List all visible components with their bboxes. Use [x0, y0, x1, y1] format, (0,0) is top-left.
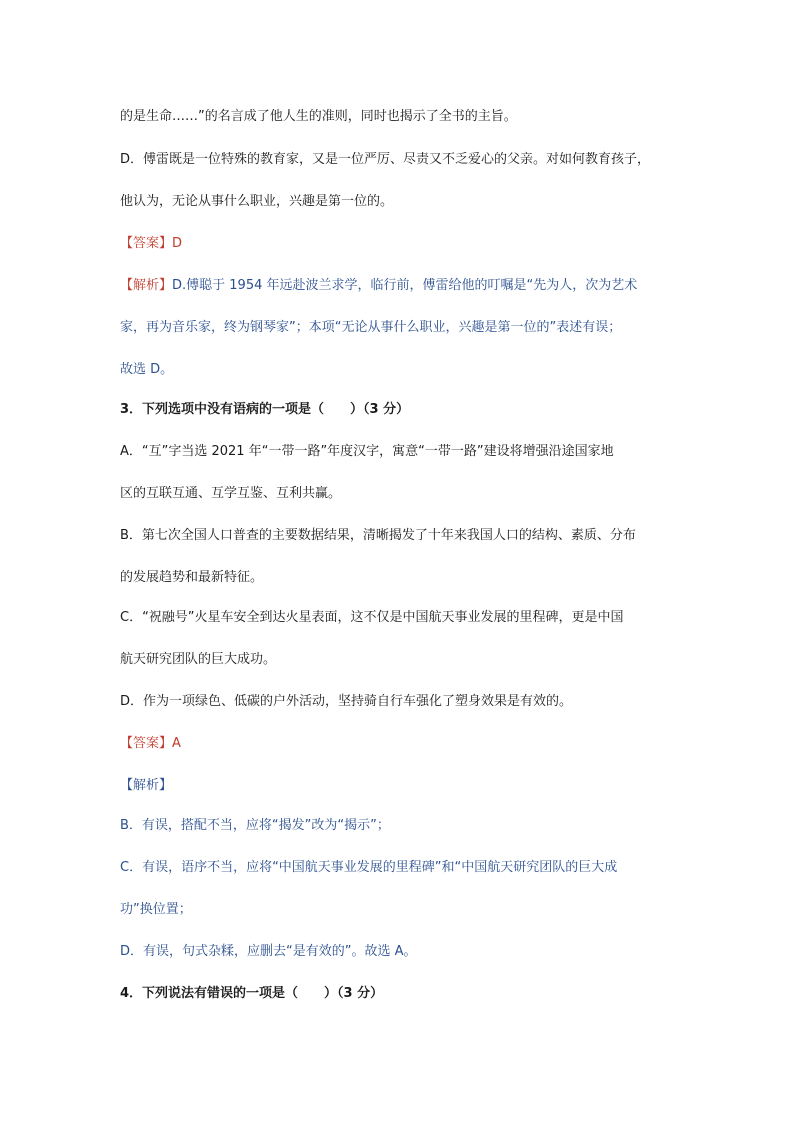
text-line: [120, 901, 690, 919]
text-line: [120, 651, 690, 669]
text-line: [120, 817, 690, 835]
text-line: [120, 859, 690, 877]
text-segment: 区的互联互通、互学互鉴、互利共赢。: [120, 486, 342, 501]
text-line: [120, 151, 690, 169]
text-segment: 家，再为音乐家，终为钢琴家”；本项“无论从事什么职业，兴趣是第一位的”表述有误；: [120, 320, 622, 335]
text-segment: 他认为，无论从事什么职业，兴趣是第一位的。: [120, 194, 394, 209]
text-segment: C．“祝融号”火星车安全到达火星表面，这不仅是中国航天事业发展的里程碑，更是中国: [120, 610, 624, 625]
text-segment: 故选 D。: [120, 362, 174, 377]
text-line: [120, 443, 690, 461]
text-line: [120, 485, 690, 503]
text-segment: 的是生命……”的名言成了他人生的准则，同时也揭示了全书的主旨。: [120, 109, 517, 124]
text-line: [120, 569, 690, 587]
text-segment: B．有误，搭配不当，应将“揭发”改为“揭示”；: [120, 818, 390, 833]
text-segment: A．“互”字当选 2021 年“一带一路”年度汉字，寓意“一带一路”建设将增强沿途国家地: [120, 444, 614, 459]
text-line: [120, 985, 690, 1003]
text-segment: D．傅雷既是一位特殊的教育家，又是一位严厉、尽责又不乏爱心的父亲。对如何教育孩子，: [120, 152, 651, 167]
text-segment: B．第七次全国人口普查的主要数据结果，清晰揭发了十年来我国人口的结构、素质、分布: [120, 528, 636, 543]
text-line: [120, 735, 690, 753]
text-line: [120, 235, 690, 253]
text-segment: 【解析】: [120, 778, 173, 793]
text-line: [120, 193, 690, 211]
text-segment: D．作为一项绿色、低碳的户外活动，坚持骑自行车强化了塑身效果是有效的。: [120, 694, 573, 709]
text-segment: D.傅聪于 1954 年远赴波兰求学，临行前，傅雷给他的叮嘱是“先为人，次为艺术: [172, 278, 638, 293]
text-line: [120, 319, 690, 337]
text-line: [120, 777, 690, 795]
text-segment: 【答案】: [120, 736, 173, 751]
text-segment: 【答案】: [120, 236, 173, 251]
text-line: [120, 943, 690, 961]
text-segment: 4．下列说法有错误的一项是（ ）（3 分）: [120, 986, 384, 1001]
text-segment: 航天研究团队的巨大成功。: [120, 652, 277, 667]
text-segment: 的发展趋势和最新特征。: [120, 570, 264, 585]
text-segment: C．有误，语序不当，应将“中国航天事业发展的里程碑”和“中国航天研究团队的巨大成: [120, 860, 618, 875]
text-segment: D．有误，句式杂糅，应删去“是有效的”。故选 A。: [120, 944, 417, 959]
text-line: [120, 108, 690, 126]
text-segment: 3．下列选项中没有语病的一项是（ ）（3 分）: [120, 402, 410, 417]
text-line: [120, 527, 690, 545]
text-line: [120, 693, 690, 711]
text-line: [120, 277, 690, 295]
text-line: [120, 401, 690, 419]
text-segment: 【解析】: [120, 278, 173, 293]
text-segment: 功”换位置；: [120, 902, 192, 917]
text-segment: D: [172, 236, 183, 251]
text-segment: A: [172, 736, 181, 751]
text-line: [120, 361, 690, 379]
text-line: [120, 609, 690, 627]
